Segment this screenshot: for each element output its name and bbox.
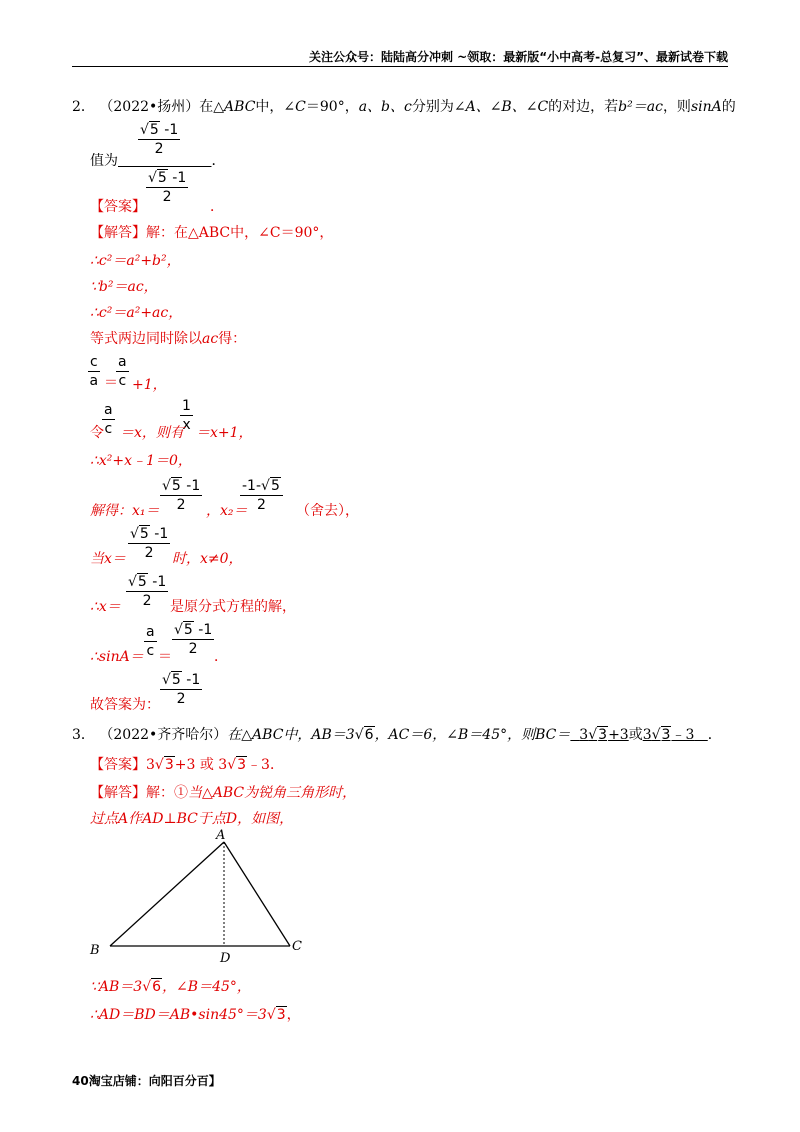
triangle-figure xyxy=(86,828,326,968)
period: ． xyxy=(210,199,224,215)
q2-blank-suffix: ． xyxy=(211,153,226,169)
q3-line3-radicand: 6 xyxy=(152,979,162,995)
step12: 故答案为： xyxy=(90,697,160,713)
q3-stem-b: ，AC＝6，∠B＝45°，则BC＝ xyxy=(374,727,571,743)
frac-num-radicand: 5 xyxy=(171,478,181,494)
frac-num-radicand: 5 xyxy=(270,478,280,494)
q3-line4-radicand: 3 xyxy=(276,1007,286,1023)
q3-blank-a: 3 xyxy=(579,727,589,743)
step11-fraction: $\frac{√5 -1}{2}$ xyxy=(174,622,213,657)
label-c: C xyxy=(292,939,302,954)
circled-one: ① xyxy=(174,785,188,801)
q2-step4 xyxy=(90,328,246,348)
frac-num-radicand: 5 xyxy=(183,622,193,638)
frac-den: c xyxy=(118,373,127,389)
label-a: A xyxy=(216,828,226,843)
step10-fraction: $\frac{√5 -1}{2}$ xyxy=(128,574,167,609)
footer-text: 淘宝店铺：向阳百分百】 xyxy=(88,1074,221,1088)
x2-fraction: $\frac{-1-√5}{2}$ xyxy=(240,478,283,513)
q2-number: 2． xyxy=(72,99,95,115)
frac-num-suffix: -1 xyxy=(181,478,201,494)
q2-condition: b²＝ac xyxy=(618,99,663,115)
q2-text: 的对边，若 xyxy=(548,99,619,115)
step10-b: 是原分式方程的解， xyxy=(170,599,296,615)
step6-mid: ＝x，则有 xyxy=(120,425,184,441)
frac-num-suffix: -1 xyxy=(147,574,167,590)
q2-sina: sinA xyxy=(690,99,722,115)
q3-line4-b: ， xyxy=(286,1007,301,1023)
q3-line4-a: ∴AD＝BD＝AB•sin45°＝3 xyxy=(90,1007,267,1023)
step9-b: 时，x≠0， xyxy=(172,551,243,567)
step9-a: 当x＝ xyxy=(90,551,126,567)
q3-answer-b: +3 或 3 xyxy=(174,757,228,773)
frac-den: x xyxy=(182,417,191,433)
frac-den: c xyxy=(104,421,113,437)
frac-den: 2 xyxy=(142,593,152,609)
q3-blank-d: ﹣3 xyxy=(671,727,695,743)
frac-den: 2 xyxy=(256,497,266,513)
q3-answer-c: ﹣3． xyxy=(247,757,284,773)
frac-num: 1 xyxy=(182,398,191,414)
answer-tag: 【答案】 xyxy=(90,199,146,215)
frac-num: c xyxy=(90,354,98,370)
q2-step7: ∴x²+x﹣1＝0， xyxy=(90,453,192,469)
q2-text: 中，∠ xyxy=(255,99,296,115)
q2-line2 xyxy=(90,150,225,170)
frac-num-prefix: -1- xyxy=(242,478,262,494)
q3-sol-line2: 过点A作AD⊥BC于点D，如图， xyxy=(90,811,294,827)
q3-number: 3． xyxy=(72,727,95,743)
frac-num: a xyxy=(118,354,127,370)
solution-tag: 【解答】 xyxy=(90,785,146,801)
frac-num-suffix: -1 xyxy=(159,122,179,138)
frac-num-suffix: -1 xyxy=(193,622,213,638)
step4-text: 等式两边同时除以 xyxy=(90,331,202,347)
frac-num-radicand: 5 xyxy=(137,574,147,590)
q2-vars: a、b、c xyxy=(358,99,412,115)
solution-tag: 【解答】 xyxy=(90,225,146,241)
q2-source: （2022•扬州） xyxy=(99,99,200,115)
q3-stem: 3． （2022•齐齐哈尔）在△ABC中，AB＝3√6，AC＝6，∠B＝45°，则BC＝ 3√3+3或3√3﹣3 ． xyxy=(72,727,722,743)
header-rule xyxy=(72,66,728,67)
q3-sol-line4: ∴AD＝BD＝AB•sin45°＝3√3， xyxy=(90,1007,301,1023)
answer-tag: 【答案】 xyxy=(90,757,146,773)
frac-den: 2 xyxy=(162,189,172,205)
frac-den: c xyxy=(146,643,155,659)
step5-suffix: +1， xyxy=(132,377,167,393)
side-ab xyxy=(110,842,224,946)
frac-num: a xyxy=(104,402,113,418)
q2-text: ，则 xyxy=(662,99,691,115)
q2-c: C xyxy=(295,99,306,115)
page-header: 关注公众号：陆陆高分冲刺 ~领取：最新版“小中高考-总复习”、最新试卷下载 xyxy=(309,50,728,64)
step5-eq: ＝ xyxy=(104,375,118,391)
step11-frac-ac xyxy=(144,624,157,659)
q3-answer-radicand: 3 xyxy=(164,757,174,773)
q3-stem-end: ． xyxy=(707,727,722,743)
q3-radicand: 6 xyxy=(364,727,374,743)
q3-blank-or: 或 xyxy=(628,727,643,743)
step8-a: 解得：x₁＝ xyxy=(90,503,160,519)
step10-a: ∴x＝ xyxy=(90,599,121,615)
label-d: D xyxy=(220,951,231,966)
q3-line3-b: ，∠B＝45°， xyxy=(162,979,251,995)
step8-b: ，x₂＝ xyxy=(206,503,248,519)
q3-answer-radicand2: 3 xyxy=(237,757,247,773)
frac-num-radicand: 5 xyxy=(157,170,167,186)
step4-text: 得： xyxy=(218,331,247,347)
q3-sol-line3: ∵AB＝3√6，∠B＝45°， xyxy=(90,979,251,995)
q2-answer-line xyxy=(90,196,224,216)
frac-num-radicand: 5 xyxy=(171,672,181,688)
q3-blank-radicand: 3 xyxy=(598,727,608,743)
q2-step3: ∴c²＝a²+ac， xyxy=(90,305,183,321)
q2-blank-fraction: $\frac{√5 -1}{2}$ xyxy=(140,122,179,157)
frac-den: 2 xyxy=(188,641,198,657)
answer-fraction: $\frac{√5 -1}{2}$ xyxy=(148,170,187,205)
frac-den: 2 xyxy=(154,141,164,157)
q2-line2-prefix: 值为 xyxy=(90,153,118,169)
step8-c: （舍去）， xyxy=(296,503,359,519)
q3-answer: 【答案】3√3+3 或 3√3﹣3． xyxy=(90,757,284,773)
side-ac xyxy=(224,842,290,946)
step6-suffix: ＝x+1， xyxy=(196,425,253,441)
q3-sol-a: 解： xyxy=(146,785,174,801)
q3-stem-a: 在△ABC中，AB＝3 xyxy=(227,727,355,743)
frac-num: a xyxy=(146,624,155,640)
q2-text: ＝90°， xyxy=(305,99,359,115)
step4-ac: ac xyxy=(202,331,219,347)
q3-line3-a: ∵AB＝3 xyxy=(90,979,143,995)
q3-solution xyxy=(90,782,356,802)
q2-abc: ABC xyxy=(224,99,256,115)
q2-angles: A、∠B、∠C xyxy=(465,99,549,115)
step9-fraction: $\frac{√5 -1}{2}$ xyxy=(130,526,169,561)
q3-sol-b: 当△ABC为锐角三角形时， xyxy=(188,785,357,801)
step11-b: ． xyxy=(214,649,228,665)
q2-stem xyxy=(72,96,736,116)
step11-eq: ＝ xyxy=(158,649,172,665)
frac-num-radicand: 5 xyxy=(139,526,149,542)
frac-num-radicand: 5 xyxy=(149,122,159,138)
q2-text: 分别为∠ xyxy=(411,99,466,115)
q3-blank-c: 3 xyxy=(642,727,652,743)
q2-step2: ∵b²＝ac， xyxy=(90,279,158,295)
frac-c-over-a xyxy=(88,354,100,389)
frac-den: a xyxy=(89,373,99,389)
frac-den: 2 xyxy=(176,497,186,513)
frac-num-suffix: -1 xyxy=(167,170,187,186)
frac-den: 2 xyxy=(176,691,186,707)
x1-fraction: $\frac{√5 -1}{2}$ xyxy=(162,478,201,513)
q3-answer-a: 3 xyxy=(146,757,155,773)
page-footer xyxy=(72,1072,221,1089)
q2-text: 的 xyxy=(721,99,736,115)
step6-prefix: 令 xyxy=(90,425,104,441)
q3-blank-radicand2: 3 xyxy=(661,727,671,743)
page-number: 40 xyxy=(72,1074,89,1088)
q2-step1: ∴c²＝a²+b²， xyxy=(90,253,181,269)
final-fraction: $\frac{√5 -1}{2}$ xyxy=(162,672,201,707)
label-b: B xyxy=(90,943,100,958)
frac-num-suffix: -1 xyxy=(149,526,169,542)
q3-source: （2022•齐齐哈尔） xyxy=(99,727,228,743)
q3-blank-b: +3 xyxy=(608,727,629,743)
solution-lead: 解：在△ABC中，∠C＝90°， xyxy=(146,225,334,241)
frac-den: 2 xyxy=(144,545,154,561)
q2-text: 在△ xyxy=(199,99,225,115)
step11-a: ∴sinA＝ xyxy=(90,649,144,665)
q2-solution-lead xyxy=(90,222,333,242)
frac-num-suffix: -1 xyxy=(181,672,201,688)
